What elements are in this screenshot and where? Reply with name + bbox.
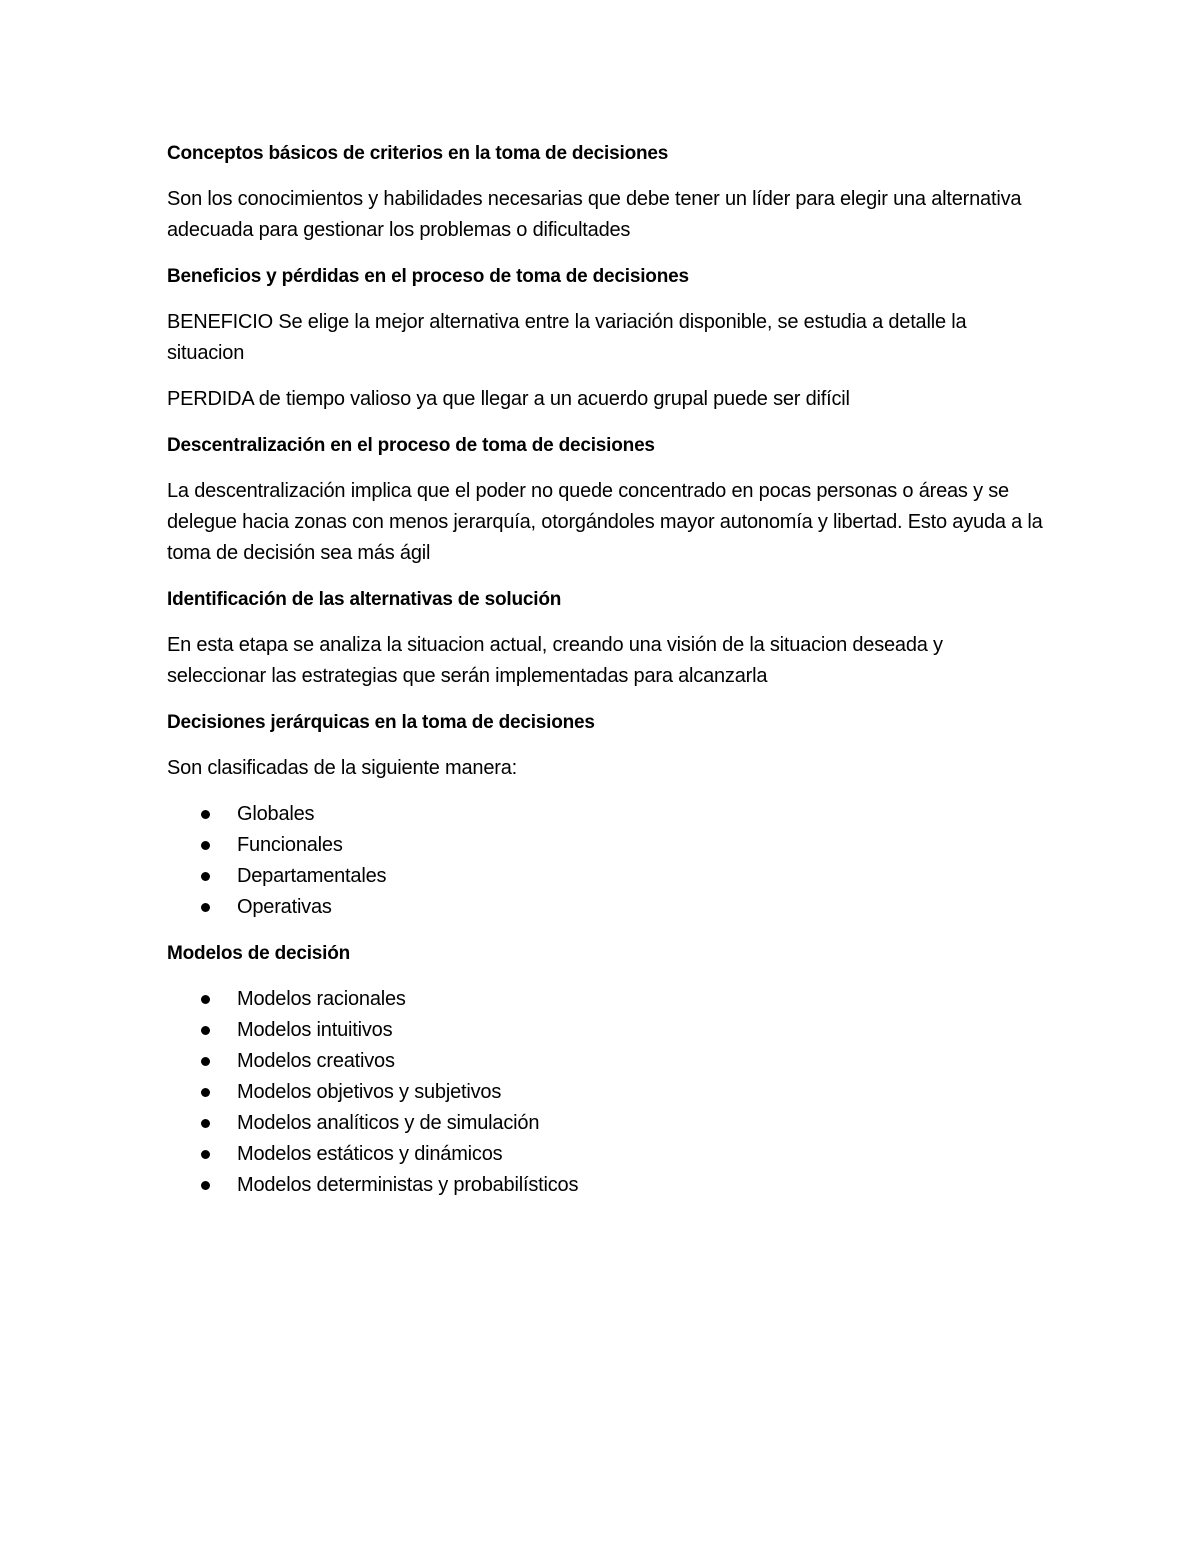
list-item xyxy=(167,1077,1047,1108)
section-paragraph: Son clasificadas de la siguiente manera: xyxy=(167,757,517,779)
bullet-icon xyxy=(201,1088,210,1097)
section-identificacion xyxy=(167,584,1047,692)
bullet-icon xyxy=(201,841,210,850)
section-heading: Beneficios y pérdidas en el proceso de toma de decisiones xyxy=(167,266,689,287)
section-beneficios xyxy=(167,261,1047,415)
section-descentralizacion xyxy=(167,430,1047,569)
list-item-text: Modelos deterministas y probabilísticos xyxy=(237,1174,579,1196)
list-item xyxy=(167,1108,1047,1139)
list-item xyxy=(167,892,1047,923)
list-item xyxy=(167,830,1047,861)
list-item xyxy=(167,1139,1047,1170)
section-heading: Decisiones jerárquicas en la toma de decisiones xyxy=(167,712,595,733)
list-item xyxy=(167,1170,1047,1201)
bullet-icon xyxy=(201,1057,210,1066)
list-item-text: Departamentales xyxy=(237,865,387,887)
list-item-text: Funcionales xyxy=(237,834,343,856)
section-heading: Descentralización en el proceso de toma de decisiones xyxy=(167,435,655,456)
section-modelos-decision xyxy=(167,938,1047,1201)
list-item xyxy=(167,799,1047,830)
bullet-icon xyxy=(201,995,210,1004)
section-criterios xyxy=(167,138,1047,246)
bullet-icon xyxy=(201,1181,210,1190)
list-item-text: Modelos analíticos y de simulación xyxy=(237,1112,540,1134)
bullet-icon xyxy=(201,810,210,819)
section-decisiones-jerarquicas xyxy=(167,707,1047,923)
list-item-text: Modelos intuitivos xyxy=(237,1019,393,1041)
bullet-icon xyxy=(201,872,210,881)
list-item xyxy=(167,1015,1047,1046)
section-heading: Identificación de las alternativas de solución xyxy=(167,589,562,610)
list-item-text: Operativas xyxy=(237,896,332,918)
section-paragraph: PERDIDA de tiempo valioso ya que llegar a un acuerdo grupal puede ser difícil xyxy=(167,388,850,410)
section-heading: Conceptos básicos de criterios en la toma de decisiones xyxy=(167,143,669,164)
section-paragraph: La descentralización implica que el poder no quede concentrado en pocas personas o áreas y se delegue hacia zonas con menos jerarquía, otorgándoles mayor autonomía y libertad. Esto ayuda a la toma de decisión sea más ágil xyxy=(167,480,1043,564)
section-heading: Modelos de decisión xyxy=(167,943,351,964)
list-item-text: Modelos creativos xyxy=(237,1050,395,1072)
bullet-icon xyxy=(201,903,210,912)
section-paragraph: BENEFICIO Se elige la mejor alternativa entre la variación disponible, se estudia a detalle la situacion xyxy=(167,311,967,364)
list-item xyxy=(167,1046,1047,1077)
list-item-text: Modelos estáticos y dinámicos xyxy=(237,1143,503,1165)
bullet-icon xyxy=(201,1119,210,1128)
bullet-icon xyxy=(201,1150,210,1159)
bullet-list xyxy=(167,984,1047,1201)
list-item-text: Modelos racionales xyxy=(237,988,406,1010)
section-paragraph: Son los conocimientos y habilidades necesarias que debe tener un líder para elegir una alternativa adecuada para gestionar los problemas o dificultades xyxy=(167,188,1022,241)
list-item-text: Globales xyxy=(237,803,315,825)
list-item-text: Modelos objetivos y subjetivos xyxy=(237,1081,502,1103)
section-paragraph: En esta etapa se analiza la situacion actual, creando una visión de la situacion deseada y seleccionar las estrategias que serán implementadas para alcanzarla xyxy=(167,634,943,687)
list-item xyxy=(167,984,1047,1015)
list-item xyxy=(167,861,1047,892)
bullet-icon xyxy=(201,1026,210,1035)
bullet-list xyxy=(167,799,1047,923)
document-body xyxy=(167,138,1047,1216)
